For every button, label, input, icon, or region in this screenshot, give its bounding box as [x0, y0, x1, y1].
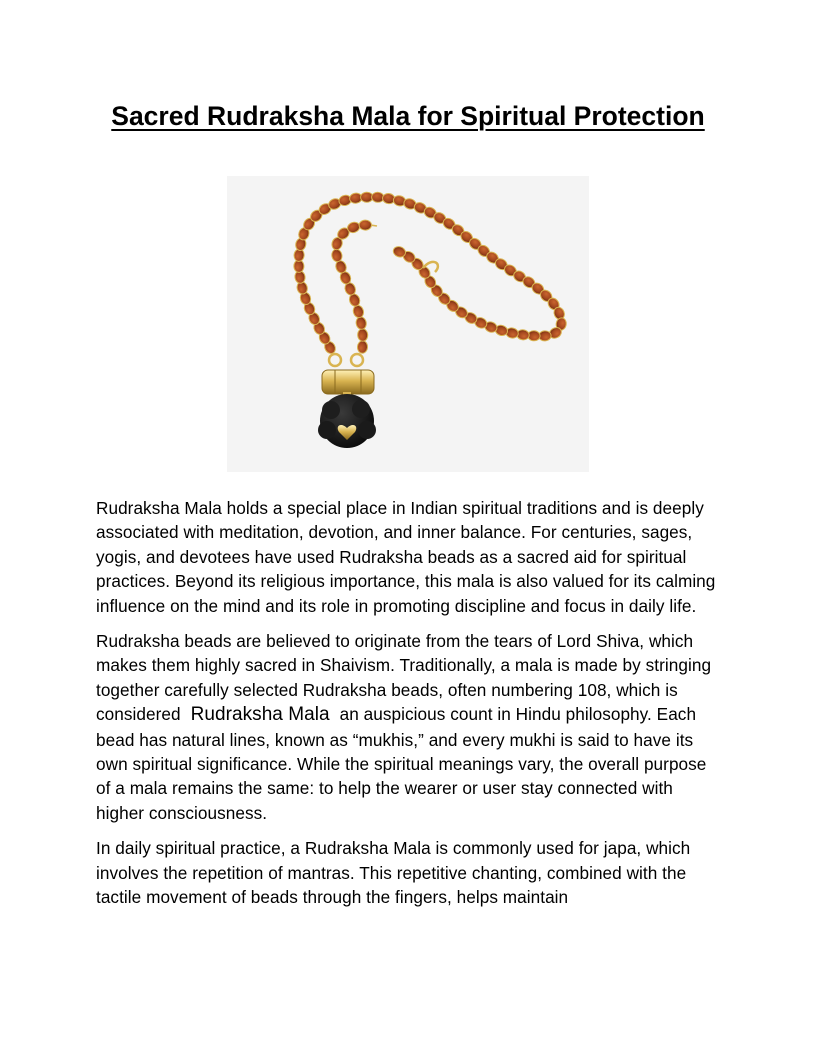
paragraph-3: In daily spiritual practice, a Rudraksha Mala is commonly used for japa, which involves the repetition of mantras. This repetitive chanting, combined with the tactile movement of beads through the fingers, helps maintain	[96, 838, 691, 908]
rudraksha-bead	[357, 340, 368, 353]
page-title: Sacred Rudraksha Mala for Spiritual Protection	[111, 101, 705, 131]
rudraksha-bead	[359, 220, 372, 230]
paragraph-2	[96, 629, 720, 825]
rudraksha-mala-link[interactable]: Rudraksha Mala	[190, 704, 330, 726]
rudraksha-bead	[357, 328, 368, 341]
paragraph-2-part-1: Rudraksha beads are believed to originate from the tears of Lord Shiva, which makes them highly sacred in Shaivism. Traditionally, a mala is made by stringing together carefully selected Rudraksha beads, often numbering 108, which is considered	[96, 631, 712, 725]
article-body	[96, 496, 720, 921]
rudraksha-mala-image	[227, 176, 589, 472]
paragraph-1: Rudraksha Mala holds a special place in Indian spiritual traditions and is deeply associated with meditation, devotion, and inner balance. For centuries, sages, yogis, and devotees have used Rudraksha beads as a sacred aid for spiritual practices. Beyond its religious importance, this mala is also valued for its calming influence on the mind and its role in promoting discipline and focus in daily life.	[96, 498, 716, 616]
paragraph-2-part-2: an auspicious count in Hindu philosophy. Each bead has natural lines, known as “mukhis,” and every mukhi is said to have its own spiritual significance. While the spiritual meanings vary, the overall purpose of a mala remains the same: to help the wearer or user stay connected with higher consciousness.	[96, 704, 707, 823]
